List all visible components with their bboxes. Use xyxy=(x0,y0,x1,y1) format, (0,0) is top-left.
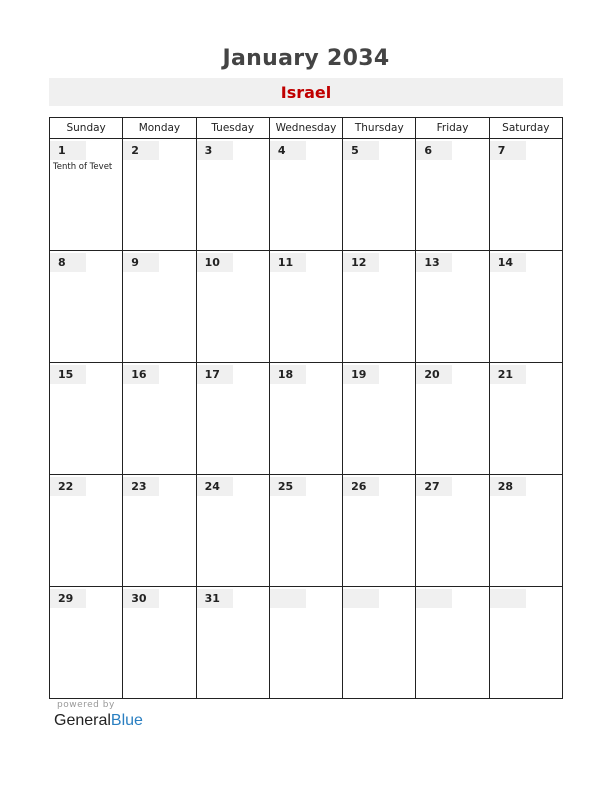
day-cell[interactable] xyxy=(196,587,269,699)
weekday-header-thursday: Thursday xyxy=(343,118,416,139)
day-cell[interactable] xyxy=(343,363,416,475)
day-cell[interactable] xyxy=(196,363,269,475)
brand-part-general: General xyxy=(54,712,111,729)
brand-logo[interactable] xyxy=(54,712,143,730)
day-number xyxy=(343,589,379,608)
weekday-header-friday: Friday xyxy=(416,118,489,139)
week-row xyxy=(50,251,563,363)
day-number: 28 xyxy=(490,477,526,496)
day-cell[interactable] xyxy=(123,475,196,587)
day-cell[interactable] xyxy=(123,251,196,363)
day-cell[interactable] xyxy=(196,475,269,587)
calendar-body xyxy=(50,139,563,699)
page-title: January 2034 xyxy=(222,46,390,71)
day-number: 19 xyxy=(343,365,379,384)
day-number: 5 xyxy=(343,141,379,160)
day-cell[interactable] xyxy=(489,363,562,475)
day-number: 15 xyxy=(50,365,86,384)
day-cell[interactable] xyxy=(489,251,562,363)
powered-by-label: powered by xyxy=(57,700,115,710)
day-number: 26 xyxy=(343,477,379,496)
week-row xyxy=(50,139,563,251)
day-number: 16 xyxy=(123,365,159,384)
day-number: 13 xyxy=(416,253,452,272)
day-number: 30 xyxy=(123,589,159,608)
brand-part-blue: Blue xyxy=(110,712,143,729)
day-cell[interactable] xyxy=(489,587,562,699)
day-number: 12 xyxy=(343,253,379,272)
day-number: 1 xyxy=(50,141,86,160)
weekday-header-sunday: Sunday xyxy=(50,118,123,139)
weekday-header-row xyxy=(50,118,563,139)
day-number: 24 xyxy=(197,477,233,496)
day-number xyxy=(416,589,452,608)
day-cell[interactable] xyxy=(416,363,489,475)
day-cell[interactable] xyxy=(123,139,196,251)
day-cell[interactable] xyxy=(50,475,123,587)
day-cell[interactable] xyxy=(269,587,342,699)
weekday-header-tuesday: Tuesday xyxy=(196,118,269,139)
day-cell[interactable] xyxy=(343,251,416,363)
day-number: 8 xyxy=(50,253,86,272)
day-number: 14 xyxy=(490,253,526,272)
day-cell[interactable] xyxy=(489,139,562,251)
day-number: 23 xyxy=(123,477,159,496)
day-cell[interactable] xyxy=(269,475,342,587)
day-cell[interactable] xyxy=(343,475,416,587)
day-number xyxy=(490,589,526,608)
day-number: 21 xyxy=(490,365,526,384)
day-cell[interactable] xyxy=(343,139,416,251)
weekday-header-monday: Monday xyxy=(123,118,196,139)
country-name: Israel xyxy=(280,83,332,102)
day-number: 2 xyxy=(123,141,159,160)
day-number: 10 xyxy=(197,253,233,272)
day-cell[interactable] xyxy=(416,475,489,587)
day-number: 27 xyxy=(416,477,452,496)
day-number xyxy=(270,589,306,608)
day-cell[interactable] xyxy=(123,587,196,699)
country-banner xyxy=(49,78,563,106)
day-cell[interactable] xyxy=(50,363,123,475)
day-cell[interactable] xyxy=(50,139,123,251)
day-number: 6 xyxy=(416,141,452,160)
day-number: 4 xyxy=(270,141,306,160)
day-cell[interactable] xyxy=(269,139,342,251)
day-number: 22 xyxy=(50,477,86,496)
week-row xyxy=(50,475,563,587)
day-cell[interactable] xyxy=(489,475,562,587)
weekday-header-wednesday: Wednesday xyxy=(269,118,342,139)
day-cell[interactable] xyxy=(196,251,269,363)
day-cell[interactable] xyxy=(416,587,489,699)
day-cell[interactable] xyxy=(343,587,416,699)
day-cell[interactable] xyxy=(269,363,342,475)
calendar-grid xyxy=(49,117,563,699)
day-number: 7 xyxy=(490,141,526,160)
day-cell[interactable] xyxy=(269,251,342,363)
day-number: 29 xyxy=(50,589,86,608)
day-number: 31 xyxy=(197,589,233,608)
holiday-event: Tenth of Tevet xyxy=(53,162,113,172)
weekday-header-saturday: Saturday xyxy=(489,118,562,139)
day-cell[interactable] xyxy=(416,251,489,363)
day-number: 25 xyxy=(270,477,306,496)
day-cell[interactable] xyxy=(416,139,489,251)
day-number: 9 xyxy=(123,253,159,272)
day-cell[interactable] xyxy=(123,363,196,475)
day-number: 17 xyxy=(197,365,233,384)
week-row xyxy=(50,587,563,699)
day-number: 18 xyxy=(270,365,306,384)
day-cell[interactable] xyxy=(196,139,269,251)
week-row xyxy=(50,363,563,475)
day-number: 3 xyxy=(197,141,233,160)
day-number: 11 xyxy=(270,253,306,272)
day-cell[interactable] xyxy=(50,587,123,699)
day-cell[interactable] xyxy=(50,251,123,363)
day-number: 20 xyxy=(416,365,452,384)
